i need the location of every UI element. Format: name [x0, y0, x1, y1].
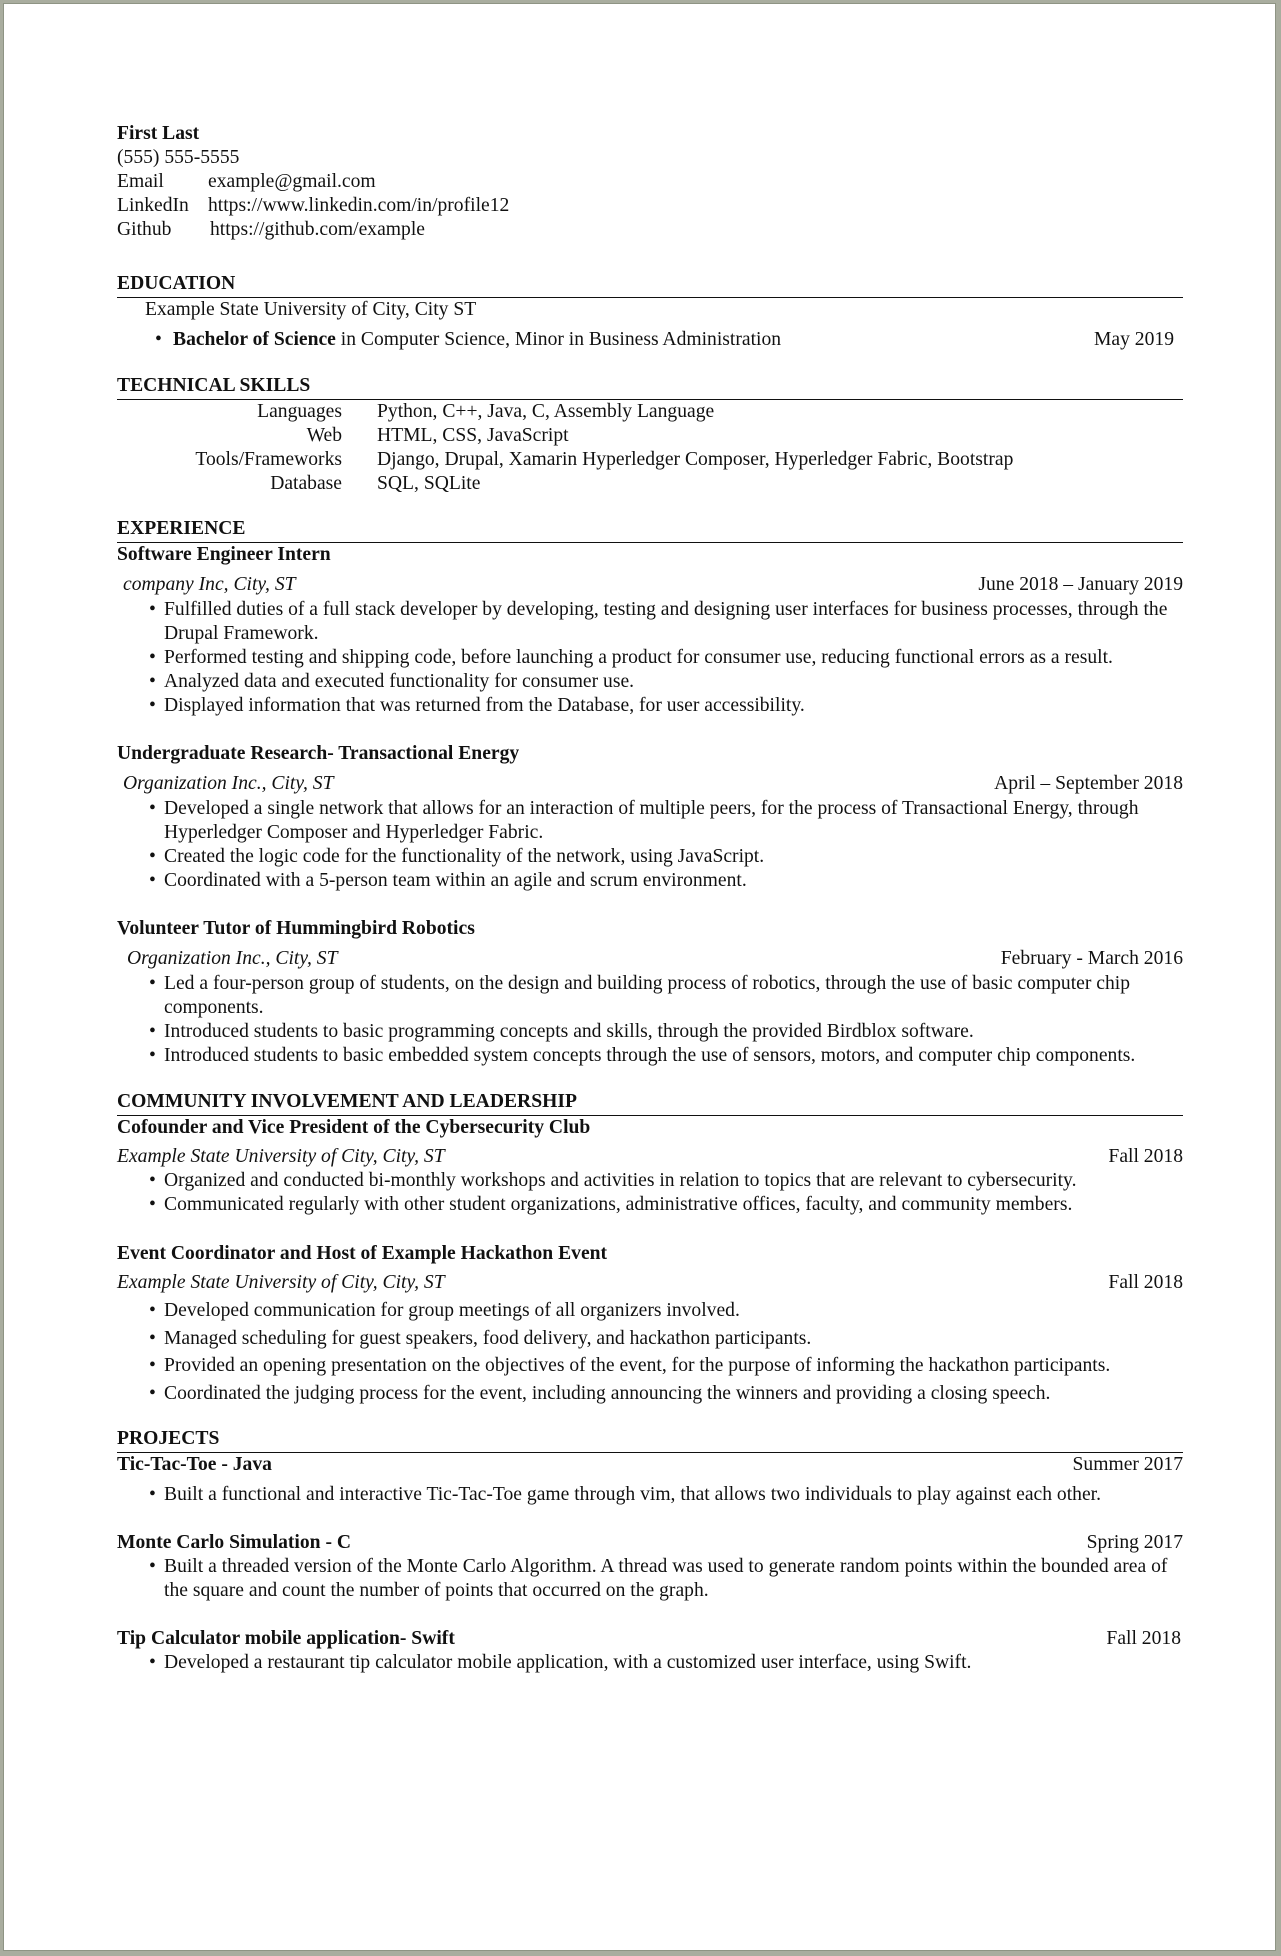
- skills-table: [117, 400, 1183, 496]
- contact-label: LinkedIn: [117, 195, 189, 216]
- job-entry: [117, 543, 1183, 718]
- github-link[interactable]: https://github.com/example: [210, 219, 425, 240]
- job-role: Software Engineer Intern: [117, 544, 331, 565]
- section-title-projects: PROJECTS: [117, 1427, 1183, 1453]
- experience-section: [117, 517, 1183, 1068]
- community-date: Fall 2018: [1108, 1272, 1183, 1293]
- project-date: Fall 2018: [1106, 1628, 1181, 1649]
- contact-label: Email: [117, 171, 164, 192]
- job-bullets: [117, 972, 1183, 1068]
- skill-key: Database: [270, 473, 342, 494]
- skill-value: Python, C++, Java, C, Assembly Language: [377, 401, 715, 422]
- project-entry: [117, 1453, 1183, 1507]
- job-meta: [117, 772, 1183, 796]
- job-entry: [117, 742, 1183, 893]
- degree-detail: in Computer Science, Minor in Business Administration: [335, 329, 782, 350]
- project-name: Monte Carlo Simulation - C: [117, 1532, 352, 1553]
- project-date: Spring 2017: [1086, 1532, 1183, 1553]
- linkedin-link[interactable]: https://www.linkedin.com/in/profile12: [208, 195, 510, 216]
- community-org: Example State University of City, City, ST: [117, 1146, 445, 1167]
- community-bullets: [117, 1169, 1183, 1217]
- project-name: Tic-Tac-Toe - Java: [117, 1454, 272, 1475]
- degree-text: [117, 328, 781, 352]
- list-item: • Built a functional and interactive Tic-Tac-Toe game through vim, that allows two individuals to play against each other.: [117, 1483, 1183, 1507]
- contact-github: [117, 218, 1183, 242]
- resume-content: [117, 122, 1183, 1675]
- community-role: Event Coordinator and Host of Example Hackathon Event: [117, 1243, 608, 1264]
- job-bullets: [117, 797, 1183, 893]
- section-title-skills: TECHNICAL SKILLS: [117, 374, 1183, 400]
- project-bullets: [117, 1555, 1183, 1603]
- project-bullets: [117, 1483, 1183, 1507]
- community-meta: [117, 1271, 1183, 1295]
- job-org: Organization Inc., City, ST: [123, 773, 334, 794]
- project-entry: [117, 1531, 1183, 1603]
- project-header: [117, 1531, 1183, 1555]
- job-meta: [117, 947, 1183, 971]
- job-meta: [117, 573, 1183, 597]
- contact-block: [117, 122, 1183, 242]
- list-item: • Provided an opening presentation on the objectives of the event, for the purpose of informing the hackathon participants.: [117, 1352, 1183, 1380]
- list-item: • Coordinated with a 5-person team within an agile and scrum environment.: [117, 869, 1183, 893]
- skill-value: Django, Drupal, Xamarin Hyperledger Composer, Hyperledger Fabric, Bootstrap: [377, 449, 1014, 470]
- list-item: • Developed a single network that allows for an interaction of multiple peers, for the process of Transactional Energy, through Hyperledger Composer and Hyperledger Fabric.: [117, 797, 1183, 845]
- job-role: Undergraduate Research- Transactional Energy: [117, 743, 520, 764]
- project-date: Summer 2017: [1072, 1454, 1183, 1475]
- job-role: Volunteer Tutor of Hummingbird Robotics: [117, 918, 475, 939]
- community-role: Cofounder and Vice President of the Cybersecurity Club: [117, 1117, 591, 1138]
- list-item: • Managed scheduling for guest speakers, food delivery, and hackathon participants.: [117, 1325, 1183, 1353]
- contact-label: Github: [117, 219, 172, 240]
- list-item: • Led a four-person group of students, on the design and building process of robotics, through the use of basic computer chip components.: [117, 972, 1183, 1020]
- job-bullets: [117, 598, 1183, 718]
- list-item: • Fulfilled duties of a full stack developer by developing, testing and designing user interfaces for business processes, through the Drupal Framework.: [117, 598, 1183, 646]
- email-link[interactable]: example@gmail.com: [208, 171, 376, 192]
- project-name: Tip Calculator mobile application- Swift: [117, 1628, 455, 1649]
- project-entry: [117, 1627, 1183, 1675]
- contact-linkedin: [117, 194, 1183, 218]
- community-bullets: [117, 1297, 1183, 1407]
- school-name: Example State University of City, City ST: [145, 299, 477, 320]
- community-section: [117, 1090, 1183, 1407]
- person-name: First Last: [117, 123, 200, 144]
- list-item: • Introduced students to basic embedded system concepts through the use of sensors, motors, and computer chip components.: [117, 1044, 1183, 1068]
- phone-number: (555) 555-5555: [117, 147, 240, 168]
- community-entry: [117, 1116, 1183, 1217]
- section-title-education: EDUCATION: [117, 272, 1183, 298]
- project-header: [117, 1453, 1183, 1477]
- community-org: Example State University of City, City, ST: [117, 1272, 445, 1293]
- list-item: • Developed a restaurant tip calculator mobile application, with a customized user interface, using Swift.: [117, 1651, 1183, 1675]
- degree-title: Bachelor of Science: [173, 329, 336, 350]
- list-item: • Performed testing and shipping code, before launching a product for consumer use, reducing functional errors as a result.: [117, 646, 1183, 670]
- job-date: June 2018 – January 2019: [978, 574, 1183, 595]
- list-item: • Organized and conducted bi-monthly workshops and activities in relation to topics that are relevant to cybersecurity.: [117, 1169, 1183, 1193]
- list-item: • Introduced students to basic programming concepts and skills, through the provided Birdblox software.: [117, 1020, 1183, 1044]
- list-item: • Developed communication for group meetings of all organizers involved.: [117, 1297, 1183, 1325]
- list-item: • Communicated regularly with other student organizations, administrative offices, faculty, and community members.: [117, 1193, 1183, 1217]
- education-section: [117, 272, 1183, 352]
- projects-section: [117, 1427, 1183, 1675]
- skill-key: Web: [306, 425, 342, 446]
- bullet: •: [155, 329, 162, 350]
- community-entry: [117, 1242, 1183, 1407]
- skill-value: SQL, SQLite: [377, 473, 481, 494]
- project-bullets: [117, 1651, 1183, 1675]
- skill-key: Tools/Frameworks: [195, 449, 342, 470]
- community-meta: [117, 1145, 1183, 1169]
- list-item: • Created the logic code for the functionality of the network, using JavaScript.: [117, 845, 1183, 869]
- community-date: Fall 2018: [1108, 1146, 1183, 1167]
- project-header: [117, 1627, 1183, 1651]
- list-item: • Analyzed data and executed functionality for consumer use.: [117, 670, 1183, 694]
- job-date: February - March 2016: [1000, 948, 1183, 969]
- degree-row: [117, 328, 1183, 352]
- list-item: • Built a threaded version of the Monte Carlo Algorithm. A thread was used to generate random points within the bounded area of the square and count the number of points that occurred on the graph.: [117, 1555, 1183, 1603]
- degree-date: May 2019: [1093, 329, 1174, 350]
- skills-section: [117, 374, 1183, 496]
- job-org: company Inc, City, ST: [123, 574, 296, 595]
- section-title-community: COMMUNITY INVOLVEMENT AND LEADERSHIP: [117, 1090, 1183, 1116]
- job-org: Organization Inc., City, ST: [127, 948, 338, 969]
- job-entry: [117, 917, 1183, 1068]
- resume-page: [3, 3, 1276, 1951]
- list-item: • Coordinated the judging process for the event, including announcing the winners and providing a closing speech.: [117, 1380, 1183, 1408]
- job-date: April – September 2018: [994, 773, 1183, 794]
- list-item: • Displayed information that was returned from the Database, for user accessibility.: [117, 694, 1183, 718]
- skill-value: HTML, CSS, JavaScript: [377, 425, 569, 446]
- skill-key: Languages: [257, 401, 342, 422]
- section-title-experience: EXPERIENCE: [117, 517, 1183, 543]
- contact-email: [117, 170, 1183, 194]
